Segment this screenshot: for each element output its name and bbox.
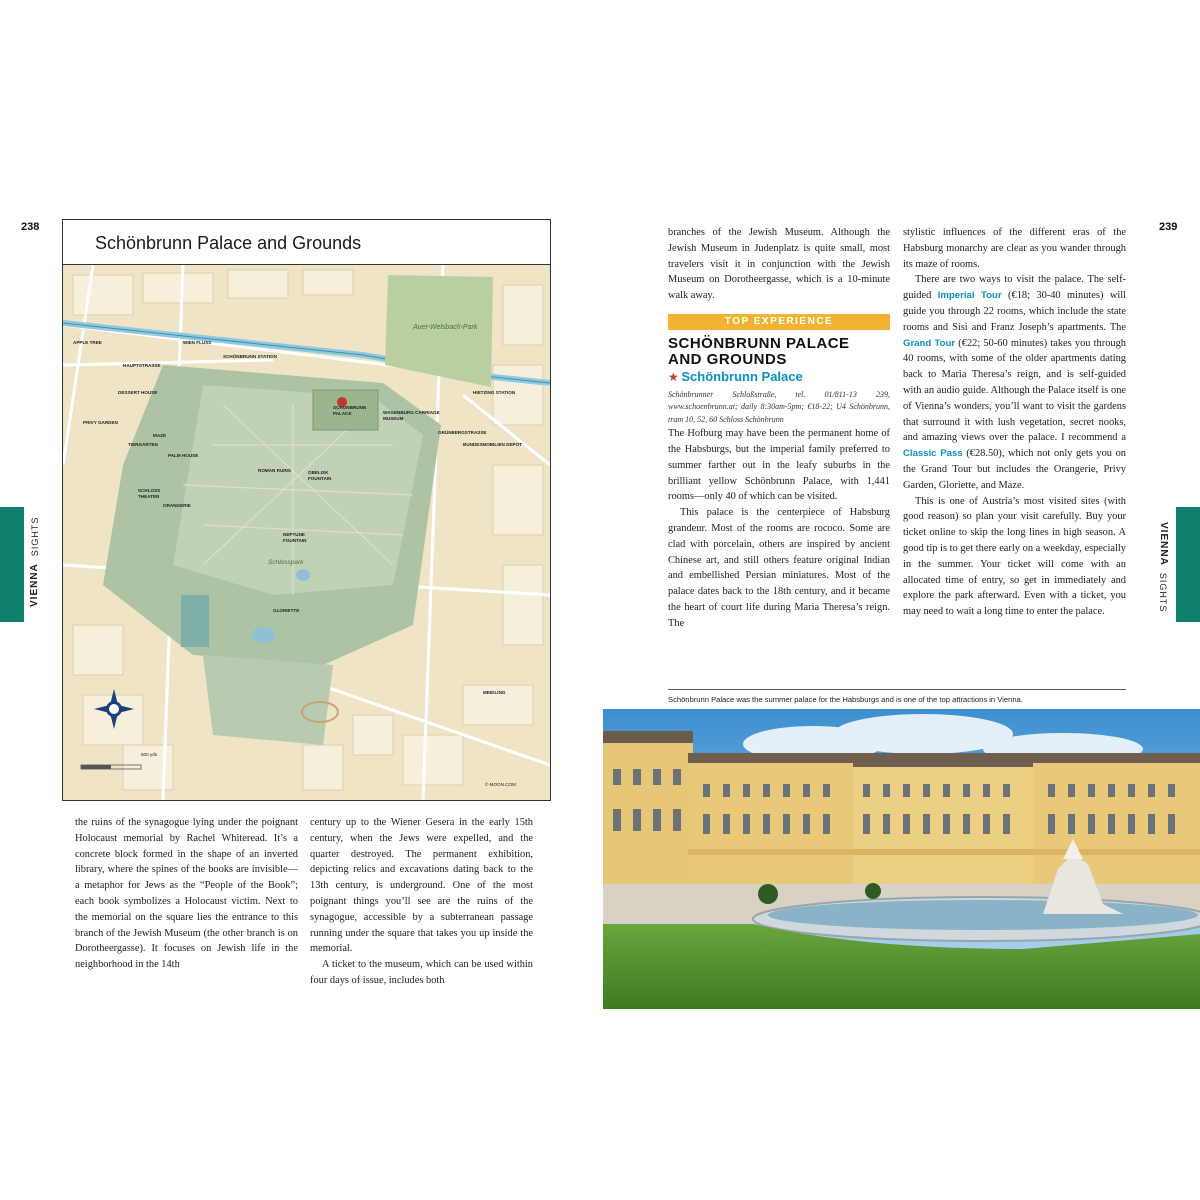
map-label: MEIDLING [483,690,506,695]
left-side-tab [0,507,24,622]
map-label: PALM HOUSE [168,453,199,458]
map-title: Schönbrunn Palace and Grounds [95,233,362,253]
p2-text-d: (€28.50), which not only gets you on the Grand Tour but includes the Orangerie, Privy Garden, Gloriette, and Maze. [903,448,1126,491]
right-col1-paragraph-1: The Hofburg may have been the permanent home of the Habsburgs, but the imperial family preferred to summer farther out in the leafy suburbs in the brilliant yellow Schönbrunn Palace, with 1,441 rooms—only 40 of which can be visited. [668,428,890,503]
right-text-column-2 [903,225,1126,620]
left-text-column-2 [310,815,533,989]
left-side-label [29,516,40,607]
right-col1-intro: branches of the Jewish Museum. Although the Jewish Museum in Judenplatz is quite small, most travelers visit it in conjunction with the Jewish Museum on Dorotheergasse, which is a 10-minute walk away. [668,227,890,302]
imperial-tour-link[interactable]: Imperial Tour [937,290,1002,302]
right-col2-paragraph-1: stylistic influences of the different eras of the Habsburg monarchy are clear as you wander through its maze of rooms. [903,227,1126,270]
caption-rule [668,689,1126,690]
palace-photo [603,709,1200,1009]
map-label: WIEN FLUSS [183,340,212,345]
map-panel [62,219,551,801]
headline-line-1: SCHÖNBRUNN PALACE [668,334,850,352]
map-copyright: © MOON.COM [485,782,516,787]
right-col1-paragraph-2: This palace is the centerpiece of Habsburg grandeur. Most of the rooms are rococo. Some are clad with porcelain, others are inspired by ancient Chinese art, and still others feature original Indian and embellished Persian miniatures. Most of the palace dates back to the 18th century, and it became the heart of court life during Maria Theresa’s reign. The [668,507,890,629]
left-side-title: VIENNA [29,563,40,607]
left-col1-paragraph: the ruins of the synagogue lying under the poignant Holocaust memorial by Rachel Whiteread. It’s a concrete block formed in the shape of an inverted library, where the spines of the books are invisible—a metaphor for Jews as the “People of the Book”; each book symbolizes a Holocaust victim. Next to the memorial on the square lies the entrance to this branch of the Jewish Museum (the other branch is on Dorotheergasse). It focuses on Jewish life in the neighborhood in the 14th [75,817,298,971]
map-scale-label: 500 yds [141,752,158,757]
map-label: OBELISK FOUNTAIN [308,470,332,481]
headline-line-2: AND GROUNDS [668,350,787,368]
map-label-park: Auer-Welsbach-Park [413,324,478,331]
classic-pass-link[interactable]: Classic Pass [903,448,963,460]
right-col2-paragraph-2 [903,272,1126,493]
right-text-column-1 [668,225,890,632]
sight-heading [668,369,890,387]
map-label: HIETZING STATION [473,390,516,395]
sight-name: Schönbrunn Palace [681,368,803,384]
map-label: GRÜNBERGSTRASSE [438,430,487,435]
map-title-bar [63,220,550,265]
map-label: ORANGERIE [163,503,191,508]
right-side-subtitle: SIGHTS [1158,572,1168,613]
map-label: SCHLOSS THEATER [138,488,161,499]
right-col2-paragraph-3: This is one of Austria’s most visited sites (with good reason) so plan your visit carefully. Buy your ticket online to skip the long lines in high season. A good tip is to get there early on a weekday, especially in the summer. Your ticket will come with an allocated time of entry, so get in immediately and explore the park afterward. Even with a ticket, you may need to wait a long time to enter the palace. [903,495,1126,618]
map-label: BUNDESMOBILIEN DEPOT [463,442,522,447]
map-label: DESSERT HOUSE [118,390,158,395]
right-side-label [1158,522,1169,613]
map-label: TIERGARTEN [128,442,158,447]
top-experience-banner: TOP EXPERIENCE [668,314,890,330]
right-side-title: VIENNA [1158,522,1169,566]
map-label: MAZE [153,433,167,438]
left-page-number: 238 [21,221,40,233]
section-headline [668,336,890,368]
map-label: HAUPTSTRASSE [123,363,161,368]
map-label: PRIVY GARDEN [83,420,118,425]
left-col2-paragraph-1: century up to the Wiener Gesera in the early 15th century, when the Jews were expelled, and the quarter destroyed. The permanent exhibition, depicting relics and excavations dating back to the 13th century, is underground. One of the most poignant things you’ll see are the ruins of the synagogue, accessible by a subterranean passage running under the square that takes you up inside the memorial. [310,817,533,955]
map-label: GLORIETTE [273,608,300,613]
sight-details: Schönbrunner Schloßstraße, tel. 01/811-13 239, www.schoenbrunn.at; daily 8:30am-5pm; €18-22; U4 Schönbrunn, tram 10, 52, 60 Schloss Schönbrunn [668,389,890,424]
map-label: WAGENBURG CARRIAGE MUSEUM [383,410,440,421]
photo-caption: Schönbrunn Palace was the summer palace for the Habsburgs and is one of the top attractions in Vienna. [668,695,1023,704]
map-label: APPLE TREE [73,340,102,345]
grand-tour-link[interactable]: Grand Tour [903,337,956,349]
p2-text-c: (€22; 50-60 minutes) takes you through 40 rooms, with some of the older apartments dating back to Maria Theresa’s reign, and is self-guided with an audio guide. Although the Palace itself is one of Vienna’s wonders, you’ll want to visit the gardens that surround it with lush vegetation, secret nooks, and amazing views over the palace. I recommend a [903,337,1126,444]
left-side-subtitle: SIGHTS [30,516,40,557]
p2-text-b: (€18; 30-40 minutes) will guide you through 22 rooms, which include the state rooms and Sisi and Franz Joseph’s apartments. The [903,290,1127,333]
map-label: ROMAN RUINS [258,468,291,473]
right-side-tab [1176,507,1200,622]
map-label-garden: Schlosspark [268,559,304,566]
star-icon: ★ [668,369,679,384]
p2-text-a: There are two ways to visit the palace. The self-guided [903,274,1126,302]
map-label: NEPTUNE FOUNTAIN [283,532,307,543]
left-col2-paragraph-2: A ticket to the museum, which can be used within four days of issue, includes both [310,959,533,986]
map-label: SCHÖNBRUNN STATION [223,354,277,359]
map-label: SCHÖNBRUNN PALACE [333,405,367,416]
left-text-column-1 [75,815,298,973]
right-page-number: 239 [1159,221,1178,233]
